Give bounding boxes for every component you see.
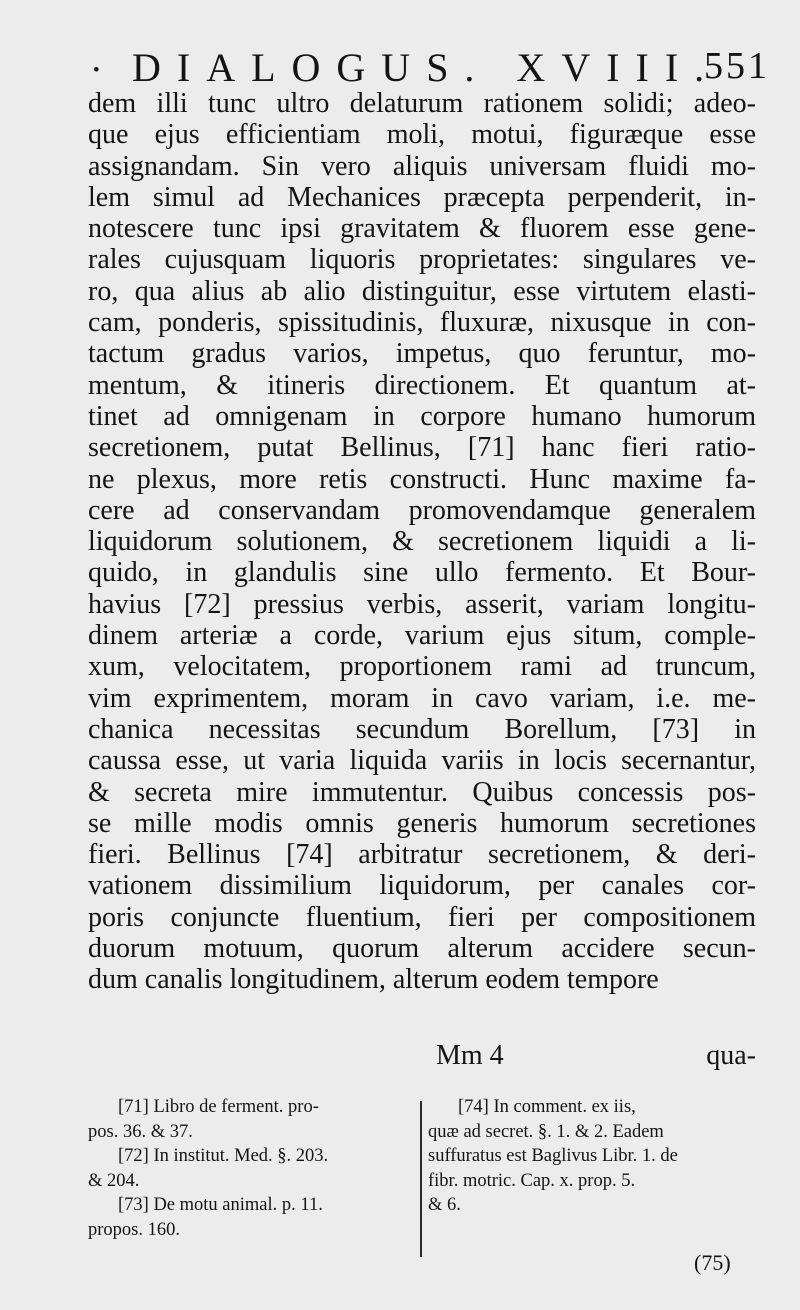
text-line: dem illi tunc ultro delaturum rationem solidi; adeo- <box>88 88 756 119</box>
text-line: cam, ponderis, spissitudinis, fluxuræ, nixusque in con- <box>88 307 756 339</box>
footnote-line: & 204. <box>88 1170 140 1191</box>
footnotes-right-column <box>428 1095 768 1218</box>
footnote-line: [72] In institut. Med. §. 203. <box>118 1146 329 1166</box>
footnote-line: [71] Libro de ferment. pro- <box>118 1097 319 1117</box>
text-line: assignandam. Sin vero aliquis universam fluidi mo- <box>88 150 756 182</box>
text-line: rales cujusquam liquoris proprietates: singulares ve- <box>88 244 756 276</box>
footnote-line: [74] In comment. ex iis, <box>458 1097 636 1117</box>
signature-line <box>88 1040 756 1076</box>
text-line: fieri. Bellinus [74] arbitratur secretionem, & deri- <box>88 839 756 871</box>
text-line: mentum, & itineris directionem. Et quantum at- <box>88 369 756 401</box>
text-line: quido, in glandulis sine ullo fermento. Et Bour- <box>88 557 756 589</box>
text-line: secretionem, putat Bellinus, [71] hanc fieri ratio- <box>88 432 756 464</box>
text-line: tactum gradus varios, impetus, quo feruntur, mo- <box>88 338 756 370</box>
footnotes <box>88 1095 768 1265</box>
text-line: dum canalis longitudinem, alterum eodem tempore <box>88 964 659 996</box>
text-line: tinet ad omnigenam in corpore humano humorum <box>88 400 756 432</box>
page-mark: (75) <box>694 1250 731 1275</box>
page-number: 551 <box>704 45 770 87</box>
text-line: liquidorum solutionem, & secretionem liquidi a li- <box>88 526 756 558</box>
text-line: dinem arteriæ a corde, varium ejus situm, comple- <box>88 620 756 652</box>
running-head <box>90 44 770 94</box>
text-line: lem simul ad Mechanices præcepta perpenderit, in- <box>88 181 756 213</box>
footnote-line: fibr. motric. Cap. x. prop. 5. <box>428 1170 636 1191</box>
running-head-dot: · <box>90 49 103 91</box>
text-line: ro, qua alius ab alio distinguitur, esse virtutem elasti- <box>88 275 756 307</box>
text-line: duorum motuum, quorum alterum accidere secun- <box>88 933 756 965</box>
footnotes-left-column <box>88 1095 414 1242</box>
text-line: vationem dissimilium liquidorum, per canales cor- <box>88 870 756 902</box>
footnote-line: pos. 36. & 37. <box>88 1121 193 1142</box>
text-line: notescere tunc ipsi gravitatem & fluorem esse gene- <box>88 213 756 245</box>
text-line: ne plexus, more retis constructi. Hunc maxime fa- <box>88 463 756 495</box>
text-line: chanica necessitas secundum Borellum, [73] in <box>88 713 756 745</box>
footnote-column-divider <box>420 1101 422 1257</box>
text-line: vim exprimentem, moram in cavo variam, i.e. me- <box>88 682 756 714</box>
footnote-line: suffuratus est Baglivus Libr. 1. de <box>428 1146 678 1166</box>
text-line: & secreta mire immutentur. Quibus concessis pos- <box>88 776 756 808</box>
footnote-line: propos. 160. <box>88 1219 180 1240</box>
text-line: poris conjuncte fluentium, fieri per compositionem <box>88 901 756 933</box>
footnote-line: [73] De motu animal. p. 11. <box>118 1195 323 1215</box>
running-head-title: DIALOGUS. XVIII. <box>132 45 721 90</box>
footnote-line: & 6. <box>428 1195 461 1215</box>
footnote-line: quæ ad secret. §. 1. & 2. Eadem <box>428 1121 664 1142</box>
main-text <box>88 88 756 996</box>
text-line: xum, velocitatem, proportionem rami ad truncum, <box>88 651 756 683</box>
catchword: qua- <box>706 1040 756 1071</box>
text-line: que ejus efficientiam moli, motui, figuræque esse <box>88 119 756 151</box>
signature-mark: Mm 4 <box>436 1040 504 1071</box>
text-line: se mille modis omnis generis humorum secretiones <box>88 807 756 839</box>
text-line: havius [72] pressius verbis, asserit, variam longitu- <box>88 588 756 620</box>
text-line: caussa esse, ut varia liquida variis in locis secernantur, <box>88 745 756 777</box>
text-line: cere ad conservandam promovendamque generalem <box>88 494 756 526</box>
